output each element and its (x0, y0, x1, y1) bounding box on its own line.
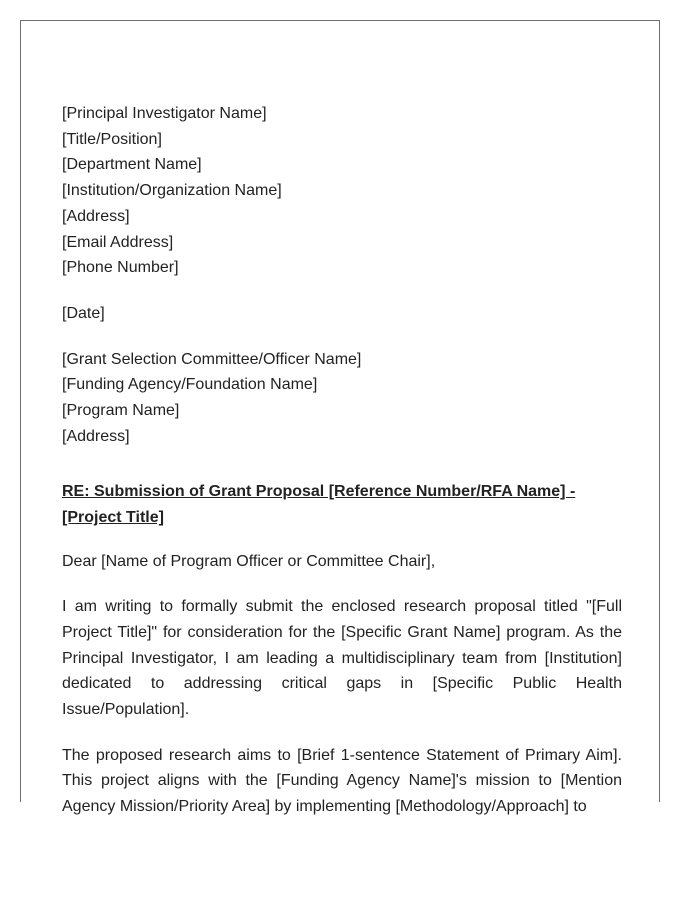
recipient-address: [Address] (62, 427, 130, 445)
recipient-program: [Program Name] (62, 402, 180, 420)
sender-block (62, 101, 622, 281)
sender-name: [Principal Investigator Name] (62, 105, 267, 122)
sender-department: [Department Name] (62, 156, 202, 174)
letter-body (62, 101, 622, 840)
paragraph-2: The proposed research aims to [Brief 1-sentence Statement of Primary Aim]. This project aligns with the [Funding Agency Name]'s mission to [Mention Agency Mission/Priority Area] by implementing [Methodology/Approach] to (62, 746, 622, 816)
date-line: [Date] (62, 304, 105, 322)
salutation: Dear [Name of Program Officer or Committee Chair], (62, 553, 436, 571)
recipient-agency: [Funding Agency/Foundation Name] (62, 376, 318, 394)
sender-email: [Email Address] (62, 233, 174, 251)
recipient-block (62, 347, 622, 450)
sender-phone: [Phone Number] (62, 259, 179, 277)
sender-institution: [Institution/Organization Name] (62, 182, 282, 200)
sender-title: [Title/Position] (62, 130, 162, 148)
sender-address: [Address] (62, 207, 130, 225)
subject-line: RE: Submission of Grant Proposal [Reference Number/RFA Name] - [Project Title] (62, 483, 576, 527)
document-page (20, 20, 660, 816)
paragraph-1: I am writing to formally submit the enclosed research proposal titled "[Full Project Title]" for consideration for the [Specific Grant Name] program. As the Principal Investigator, I am leading a multidisciplinary team from [Institution] dedicated to addressing critical gaps in [Specific Public Health Issue/Population]. (62, 598, 622, 718)
recipient-name: [Grant Selection Committee/Officer Name] (62, 350, 362, 368)
